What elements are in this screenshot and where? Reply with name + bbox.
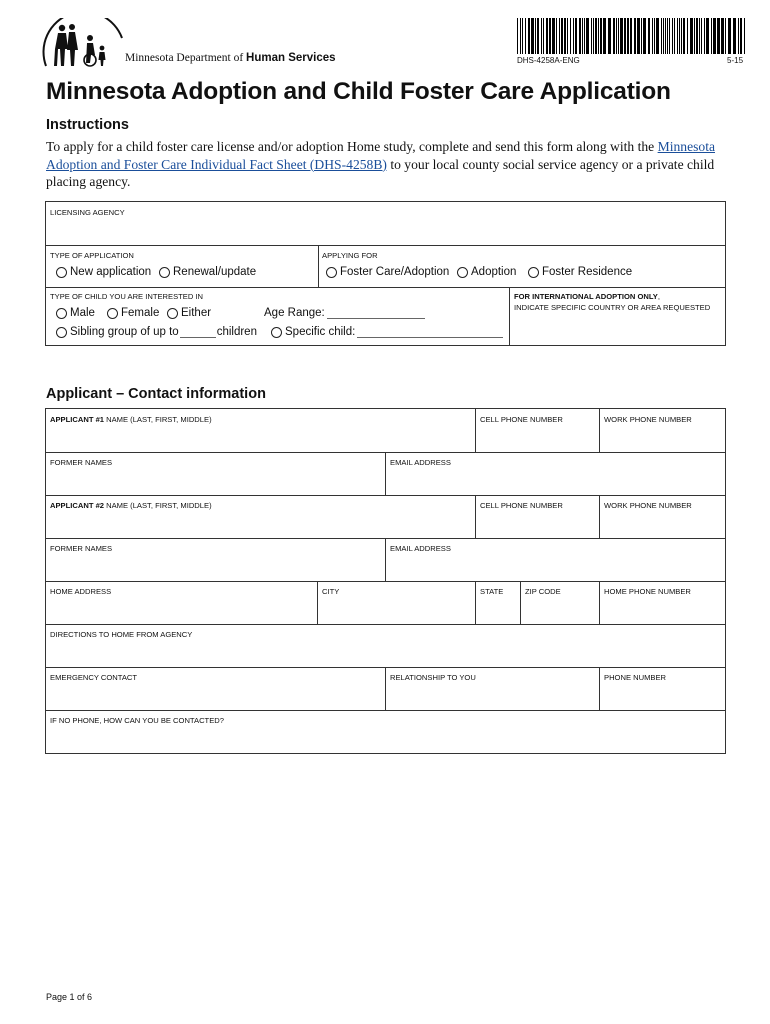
- divider: [509, 287, 510, 345]
- radio-button[interactable]: [56, 308, 67, 319]
- barcode-bar: [546, 18, 548, 54]
- barcode-bar: [616, 18, 617, 54]
- applicant2-bold: APPLICANT #2: [50, 501, 105, 510]
- barcode-bar: [711, 18, 712, 54]
- international-comma: ,: [657, 292, 660, 301]
- barcode-bar: [738, 18, 739, 54]
- barcode-bar: [696, 18, 698, 54]
- barcode-bar: [699, 18, 700, 54]
- barcode-bar: [613, 18, 615, 54]
- applicant1-email-label: EMAIL ADDRESS: [390, 458, 451, 467]
- col-divider: [317, 581, 318, 624]
- barcode-bar: [694, 18, 695, 54]
- age-range-field[interactable]: [264, 307, 425, 319]
- option-label: Adoption: [471, 266, 517, 278]
- barcode-bar: [618, 18, 619, 54]
- sibling-group-option[interactable]: [56, 326, 257, 338]
- barcode-bar: [656, 18, 659, 54]
- foster-residence-option[interactable]: [528, 266, 632, 278]
- barcode-bar: [740, 18, 742, 54]
- applicant2-email-label: EMAIL ADDRESS: [390, 544, 451, 553]
- barcode: [517, 18, 747, 54]
- barcode-bar: [522, 18, 523, 54]
- page-title: Minnesota Adoption and Child Foster Care Application: [46, 78, 671, 105]
- barcode-bar: [690, 18, 693, 54]
- type-of-child-label: TYPE OF CHILD YOU ARE INTERESTED IN: [50, 292, 204, 301]
- applicant1-work-label: WORK PHONE NUMBER: [604, 415, 692, 424]
- barcode-bar: [669, 18, 670, 54]
- international-bold: FOR INTERNATIONAL ADOPTION ONLY: [514, 292, 658, 301]
- barcode-bar: [744, 18, 745, 54]
- barcode-bar: [595, 18, 597, 54]
- male-option[interactable]: [56, 307, 95, 319]
- sibling-suffix: children: [216, 326, 257, 338]
- barcode-bar: [681, 18, 682, 54]
- radio-button[interactable]: [326, 267, 337, 278]
- barcode-bar: [721, 18, 724, 54]
- row-divider: [46, 624, 725, 625]
- col-divider: [475, 581, 476, 624]
- col-divider: [385, 452, 386, 495]
- fact-sheet-link[interactable]: Minnesota Adoption and Foster Care Individual Fact Sheet (DHS-4258B): [46, 139, 715, 172]
- col-divider: [385, 667, 386, 710]
- col-divider: [475, 495, 476, 538]
- barcode-bar: [541, 18, 542, 54]
- radio-button[interactable]: [528, 267, 539, 278]
- col-divider: [520, 581, 521, 624]
- emergency-contact-label: EMERGENCY CONTACT: [50, 673, 138, 682]
- radio-button[interactable]: [457, 267, 468, 278]
- barcode-bar: [627, 18, 629, 54]
- female-option[interactable]: [107, 307, 159, 319]
- applicant2-work-label: WORK PHONE NUMBER: [604, 501, 692, 510]
- barcode-bar: [584, 18, 585, 54]
- new-application-option[interactable]: [56, 266, 151, 278]
- barcode-bar: [663, 18, 664, 54]
- barcode-bar: [687, 18, 688, 54]
- barcode-bar: [641, 18, 642, 54]
- revision-date: 5-15: [727, 56, 744, 65]
- col-divider: [475, 409, 476, 452]
- option-label: Foster Residence: [542, 266, 633, 278]
- specific-child-field[interactable]: [357, 327, 503, 338]
- radio-button[interactable]: [159, 267, 170, 278]
- barcode-bar: [634, 18, 636, 54]
- barcode-bar: [672, 18, 673, 54]
- applying-for-label: APPLYING FOR: [322, 251, 378, 260]
- either-option[interactable]: [167, 307, 211, 319]
- barcode-bar: [556, 18, 557, 54]
- barcode-bar: [517, 18, 518, 54]
- contact-section-heading: Applicant – Contact information: [46, 386, 266, 402]
- applicant1-name-label: [50, 415, 212, 424]
- barcode-bar: [677, 18, 678, 54]
- divider: [46, 245, 725, 246]
- divider: [318, 245, 319, 287]
- option-label: Foster Care/Adoption: [340, 266, 450, 278]
- licensing-agency-field[interactable]: [46, 218, 725, 244]
- barcode-bar: [728, 18, 731, 54]
- foster-care-adoption-option[interactable]: [326, 266, 449, 278]
- barcode-bar: [520, 18, 521, 54]
- col-divider: [599, 409, 600, 452]
- sibling-count-field[interactable]: [180, 327, 216, 338]
- barcode-bar: [531, 18, 534, 54]
- specific-child-option[interactable]: [271, 326, 503, 338]
- applicant2-rest: NAME (LAST, FIRST, MIDDLE): [104, 501, 212, 510]
- barcode-bar: [600, 18, 602, 54]
- barcode-bar: [559, 18, 560, 54]
- col-divider: [599, 495, 600, 538]
- applicant1-rest: NAME (LAST, FIRST, MIDDLE): [104, 415, 212, 424]
- row-divider: [46, 710, 725, 711]
- applicant2-name-label: [50, 501, 212, 510]
- barcode-bar: [528, 18, 530, 54]
- barcode-bar: [679, 18, 680, 54]
- department-bold: Human Services: [246, 52, 336, 64]
- barcode-bar: [591, 18, 592, 54]
- barcode-bar: [665, 18, 666, 54]
- barcode-bar: [570, 18, 571, 54]
- barcode-bar: [564, 18, 566, 54]
- international-instructions: INDICATE SPECIFIC COUNTRY OR AREA REQUESTED: [514, 303, 711, 312]
- barcode-bar: [648, 18, 650, 54]
- barcode-bar: [674, 18, 675, 54]
- applicant1-former-names-label: FORMER NAMES: [50, 458, 113, 467]
- radio-button[interactable]: [107, 308, 118, 319]
- relationship-label: RELATIONSHIP TO YOU: [390, 673, 476, 682]
- option-label: Renewal/update: [173, 266, 257, 278]
- barcode-bar: [704, 18, 705, 54]
- barcode-bar: [586, 18, 589, 54]
- barcode-bar: [683, 18, 685, 54]
- radio-button[interactable]: [271, 327, 282, 338]
- barcode-bar: [713, 18, 716, 54]
- col-divider: [599, 667, 600, 710]
- barcode-bar: [543, 18, 544, 54]
- form-number: DHS-4258A-ENG: [517, 56, 580, 65]
- barcode-bar: [667, 18, 668, 54]
- zip-code-label: ZIP CODE: [525, 587, 561, 596]
- barcode-bar: [620, 18, 623, 54]
- instructions-heading: Instructions: [46, 117, 129, 133]
- barcode-bar: [624, 18, 626, 54]
- page-number: Page 1 of 6: [46, 992, 93, 1002]
- divider: [46, 287, 725, 288]
- radio-button[interactable]: [167, 308, 178, 319]
- specific-child-label: Specific child:: [285, 326, 356, 338]
- home-address-label: HOME ADDRESS: [50, 587, 112, 596]
- contact-table: [45, 408, 726, 754]
- option-label: Male: [70, 307, 95, 319]
- barcode-bar: [654, 18, 655, 54]
- no-phone-label: IF NO PHONE, HOW CAN YOU BE CONTACTED?: [50, 716, 224, 725]
- barcode-bar: [573, 18, 574, 54]
- barcode-bar: [549, 18, 551, 54]
- type-of-application-label: TYPE OF APPLICATION: [50, 251, 134, 260]
- barcode-bar: [537, 18, 539, 54]
- age-range-label: Age Range:: [264, 307, 325, 319]
- state-label: STATE: [480, 587, 504, 596]
- barcode-bar: [582, 18, 583, 54]
- department-name: [125, 52, 336, 64]
- adoption-option[interactable]: [457, 266, 516, 278]
- department-prefix: Minnesota Department of: [125, 52, 247, 64]
- barcode-bar: [733, 18, 736, 54]
- applicant2-cell-label: CELL PHONE NUMBER: [480, 501, 563, 510]
- barcode-bar: [630, 18, 632, 54]
- barcode-bar: [567, 18, 568, 54]
- barcode-bar: [575, 18, 577, 54]
- col-divider: [599, 581, 600, 624]
- home-phone-label: HOME PHONE NUMBER: [604, 587, 691, 596]
- barcode-bar: [552, 18, 555, 54]
- barcode-bar: [598, 18, 599, 54]
- radio-button[interactable]: [56, 267, 67, 278]
- option-label: Either: [181, 307, 212, 319]
- family-silhouette-logo: [40, 18, 124, 68]
- phone-number-label: PHONE NUMBER: [604, 673, 667, 682]
- barcode-bar: [717, 18, 720, 54]
- barcode-bar: [725, 18, 726, 54]
- barcode-bar: [603, 18, 606, 54]
- col-divider: [385, 538, 386, 581]
- licensing-agency-label: LICENSING AGENCY: [50, 208, 125, 217]
- directions-label: DIRECTIONS TO HOME FROM AGENCY: [50, 630, 193, 639]
- option-label: Female: [121, 307, 160, 319]
- international-adoption-label: [514, 292, 660, 301]
- barcode-bar: [608, 18, 611, 54]
- option-label: New application: [70, 266, 152, 278]
- barcode-bar: [593, 18, 594, 54]
- barcode-bar: [525, 18, 526, 54]
- barcode-bar: [535, 18, 536, 54]
- instructions-text-after: to your local county social service agency or a private child placing agency.: [46, 156, 715, 189]
- row-divider: [46, 495, 725, 496]
- barcode-bar: [637, 18, 640, 54]
- renewal-update-option[interactable]: [159, 266, 256, 278]
- sibling-prefix: Sibling group of up to: [70, 326, 179, 338]
- barcode-bar: [706, 18, 709, 54]
- city-label: CITY: [322, 587, 340, 596]
- application-box: [45, 201, 726, 346]
- applicant1-cell-label: CELL PHONE NUMBER: [480, 415, 563, 424]
- radio-button[interactable]: [56, 327, 67, 338]
- barcode-bar: [643, 18, 646, 54]
- barcode-bar: [652, 18, 653, 54]
- barcode-bar: [561, 18, 563, 54]
- barcode-bar: [661, 18, 662, 54]
- applicant2-former-names-label: FORMER NAMES: [50, 544, 113, 553]
- row-divider: [46, 581, 725, 582]
- age-range-line: [327, 308, 425, 319]
- barcode-bar: [701, 18, 702, 54]
- barcode-bar: [579, 18, 581, 54]
- instructions-text-before: To apply for a child foster care license and/or adoption Home study, complete and send this form along with the: [46, 139, 658, 154]
- applicant1-bold: APPLICANT #1: [50, 415, 105, 424]
- instructions-text: [46, 138, 726, 191]
